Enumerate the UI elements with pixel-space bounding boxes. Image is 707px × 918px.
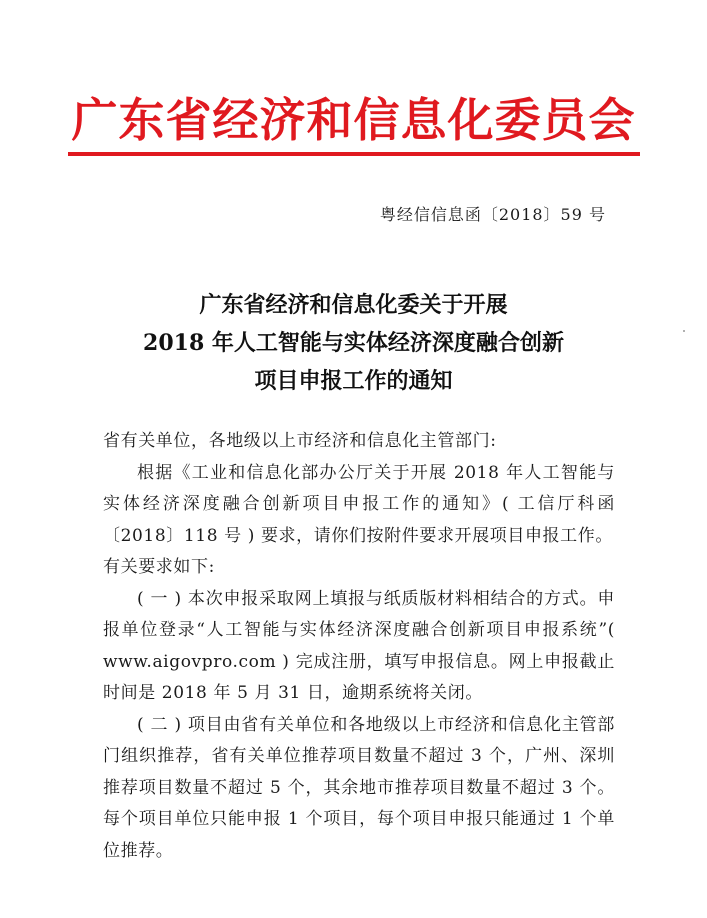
requirements-heading: 有关要求如下: <box>103 557 215 577</box>
document-body <box>103 426 615 867</box>
salutation: 省有关单位，各地级以上市经济和信息化主管部门: <box>103 431 497 451</box>
intro-paragraph: 根据《工业和信息化部办公厅关于开展 2018 年人工智能与实体经济深度融合创新项目申报工作的通知》( 工信厅科函〔2018〕118 号 ) 要求，请你们按附件要求开展项目申报工作。 <box>103 462 615 546</box>
document-number: 粤经信信息函〔2018〕59 号 <box>379 205 606 224</box>
issuer-masthead: 广东省经济和信息化委员会 <box>71 93 636 147</box>
title-line-1: 广东省经济和信息化委关于开展 <box>199 292 508 318</box>
title-line-2: 2018 年人工智能与实体经济深度融合创新 <box>143 330 564 356</box>
title-line-3: 项目申报工作的通知 <box>254 368 453 394</box>
requirement-item-2: ( 二 ) 项目由省有关单位和各地级以上市经济和信息化主管部门组织推荐，省有关单位推荐项目数量不超过 3 个，广州、深圳推荐项目数量不超过 5 个，其余地市推荐项目数量不超过 3 个。每个项目单位只能申报 1 个项目，每个项目申报只能通过 1 个单位推荐。 <box>103 714 615 861</box>
requirement-item-1: ( 一 ) 本次申报采取网上填报与纸质版材料相结合的方式。申报单位登录“人工智能与实体经济深度融合创新项目申报系统”( www.aigovpro.com ) 完成注册，填写申报信息。网上申报截止时间是 2018 年 5 月 31 日，逾期系统将关闭。 <box>103 588 615 703</box>
document-title <box>0 286 707 400</box>
scan-speck <box>683 330 685 332</box>
masthead-red-rule <box>68 152 640 156</box>
